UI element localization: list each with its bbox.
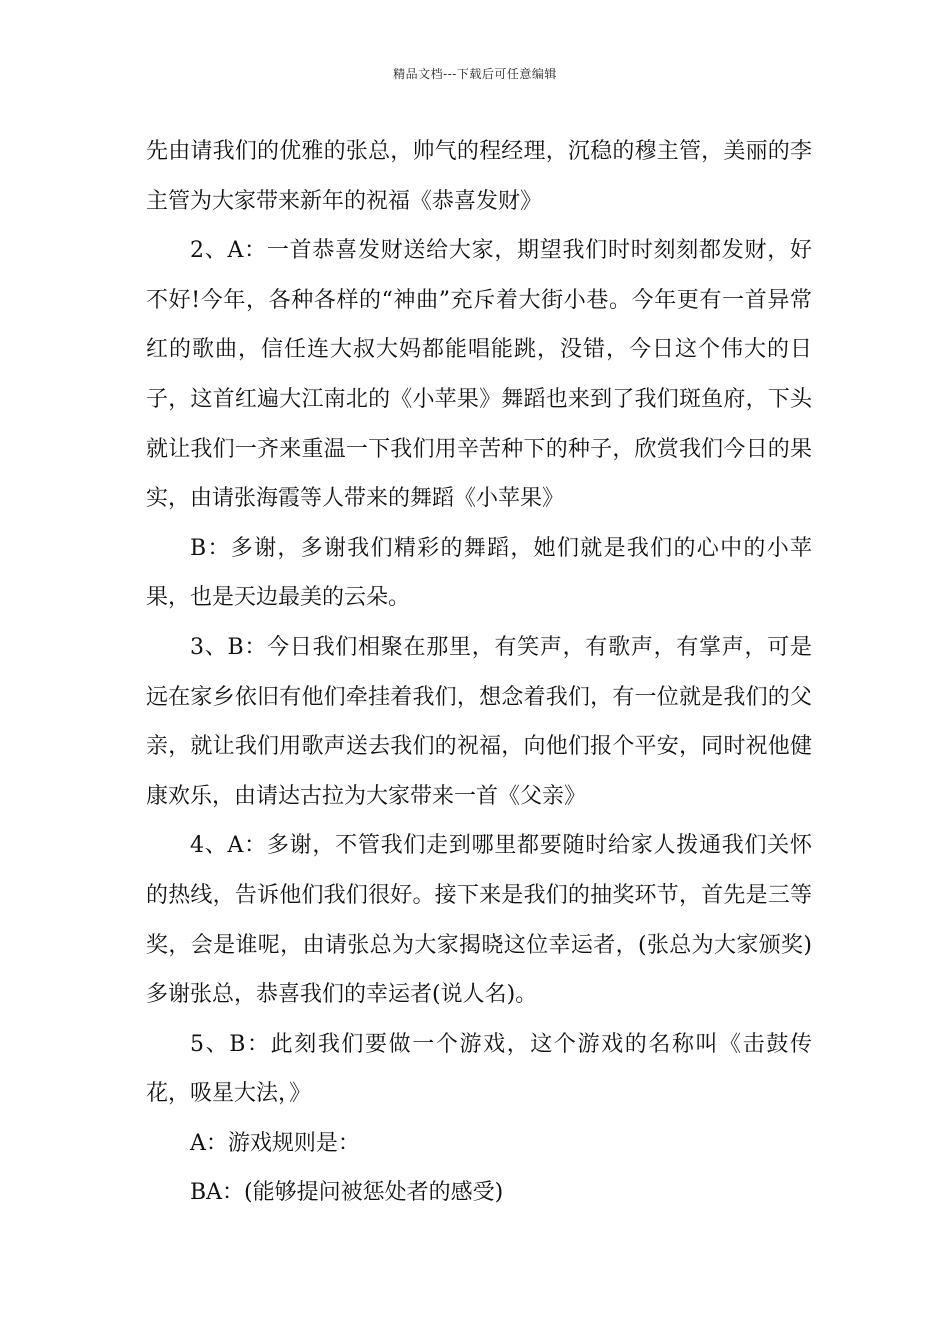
paragraph-item-4: 4、A：多谢，不管我们走到哪里都要随时给家人拨通我们关怀的热线，告诉他们我们很好。接下来是我们的抽奖环节，首先是三等奖，会是谁呢，由请张总为大家揭晓这位幸运者，(张总为大家颁奖)多谢张总，恭喜我们的幸运者(说人名)。 (146, 833, 812, 1008)
paragraph-item-5: 5、B：此刻我们要做一个游戏，这个游戏的名称叫《击鼓传花，吸星大法，》 (146, 1031, 812, 1107)
paragraph-b-thanks: B：多谢，多谢我们精彩的舞蹈，她们就是我们的心中的小苹果，也是天边最美的云朵。 (146, 535, 812, 611)
paragraph-game-rules: A：游戏规则是： (190, 1130, 360, 1156)
paragraph-item-3: 3、B：今日我们相聚在那里，有笑声，有歌声，有掌声，可是远在家乡依旧有他们牵挂着我们，想念着我们，有一位就是我们的父亲，就让我们用歌声送去我们的祝福，向他们报个平安，同时祝他健康欢乐，由请达古拉为大家带来一首《父亲》 (146, 634, 812, 809)
paragraph-ba-note: BA：(能够提问被惩处者的感受) (190, 1180, 504, 1206)
page-header: 精品文档---下载后可任意编辑 (393, 67, 557, 81)
document-body (146, 127, 812, 1218)
paragraph-intro: 先由请我们的优雅的张总，帅气的程经理，沉稳的穆主管，美丽的李主管为大家带来新年的祝福《恭喜发财》 (146, 139, 812, 214)
paragraph-item-2: 2、A：一首恭喜发财送给大家，期望我们时时刻刻都发财，好不好!今年，各种各样的“神曲”充斥着大街小巷。今年更有一首异常红的歌曲，信任连大叔大妈都能唱能跳，没错，今日这个伟大的日子，这首红遍大江南北的《小苹果》舞蹈也来到了我们斑鱼府，下头就让我们一齐来重温一下我们用辛苦种下的种子，欣赏我们今日的果实，由请张海霞等人带来的舞蹈《小苹果》 (146, 238, 812, 512)
